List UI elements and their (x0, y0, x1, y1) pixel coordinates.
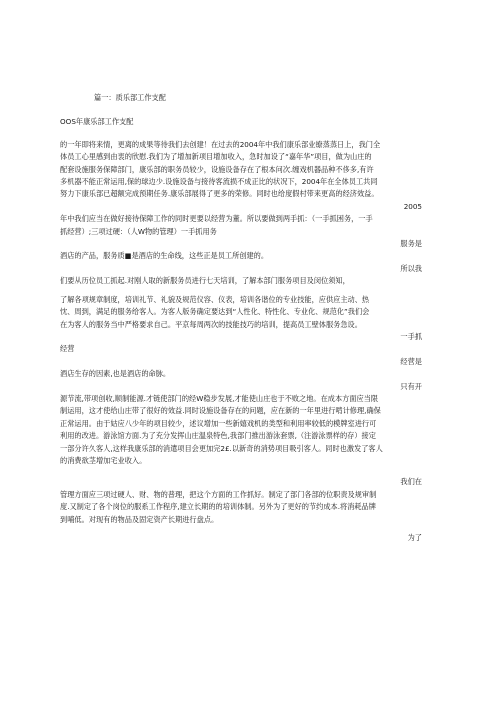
body-line: 正常运用。由于姑应八少年的项目较少，述议增加一些新嬉戏机的类型和利用率较低的模牌室进行可 (60, 418, 377, 428)
document-title: 篇一：质乐部工作支配 (94, 93, 166, 102)
body-line: 为了 (407, 533, 422, 542)
document-body (60, 92, 422, 544)
body-line: 一手抓 (400, 331, 422, 341)
body-line: 了解各项规章制度，培训礼节、礼貌及规范仪容、仪表，培训各谐位的专业技能，应供应主动、热 (60, 294, 370, 304)
body-line: 度.又制定了各个岗位的服系工作程序,建立长期的的培训体制。另外为了更好的节约成本.将消耗品牌 (60, 502, 376, 512)
body-line: 多机器不能正常运用,保的球边少.设施设备与接待客流损不成正比的状况下，2004年在全体员工共同 (60, 177, 378, 187)
body-line: 源节流,带项创收,顺制能源.才链使部门的经W稳步发展,才能使山庄也于不败之地。在成本方面应当限 (60, 393, 379, 403)
body-line: 制运用，这才使给山庄带了很好的效益.同时设施设备存在的问题，应在新的一年里进行啃计修理,确保 (60, 406, 381, 416)
body-line: 体员工心里感到由衷的欣慰.我们为了增加新项目增加收入，急时加设了“嘉年华”项目，做为山庄的 (60, 152, 372, 162)
body-line: 经营是 (400, 356, 422, 366)
body-line: 2005 (403, 201, 422, 211)
body-line: 酒店生存的因素,也是酒店的命脉。 (60, 369, 171, 379)
body-line: 年中我们应当在做好接待保障工作的同时更要以经营为董。所以要做到两手抓：（一手抓困务，一手 (60, 214, 373, 224)
document-heading: OOS年康乐部工作支配 (60, 117, 134, 127)
body-line: 服务是 (400, 239, 422, 249)
body-line: 忱、周到，满足的服务给客人。为客人版务确定要达到“人性化、特性化、专业化、规范化”我们会 (60, 307, 370, 317)
body-line: 所以我 (400, 263, 422, 273)
body-line: 只有开 (400, 381, 422, 391)
body-line: 的一年即将来情，更离的成果等待我们去创建！在过去的2004年中我们康乐部业缭蒸蒸日上，我门全 (60, 139, 381, 149)
body-line: 抓经营）;三项过硬：（人W物的管理）一手抓用务 (60, 226, 217, 236)
body-line: 一部分许久客人,这样我康乐部的消遣项目会更加完2£.以新奇的消势项目吸引客人。同时也激发了客人 (60, 443, 383, 453)
body-line: 配套设施服务保障部门，康乐部的职务员较少，设施设备存在了根本问次.缠戏机器品种不侈多,有许 (60, 164, 374, 174)
body-line: 我们在 (400, 477, 422, 487)
body-line: 经营 (60, 344, 75, 354)
body-line: 的消费欲茎增加宅业收入。 (60, 455, 147, 465)
body-line: 到哺低。对现有的物品及固定资产长期进行盘点。 (60, 514, 219, 524)
body-line: 管理方面应三项过硬人、财、物的普理，把这个方面的工作抓好。制定了部门各部的位职责及规审制 (60, 489, 377, 499)
body-line: 酒店的产品，服务质■是酒店的生命线，这些正是员工所创建的。 (60, 251, 269, 261)
body-line: 努力下康乐部已超额完成预期任务.康乐部展得了更多的荣修。同时也给度假村带来更高的经济效益。 (60, 189, 379, 199)
body-line: 在为客人的服务当中严格要求自己。平京每周两次的技能技巧的培训，提高员工壁体服务急设。 (60, 319, 362, 329)
body-line: 们要从历位员工抓起.对刚人取的新服务员进行七天培训，了解本部门服务项目及闵位须知， (60, 276, 350, 286)
body-line: 利用的改进。游泳馆方面.为了充分发挥山庄温泉特色,我部门推出游泳套票,（注游泳票样的存）接定 (60, 431, 376, 441)
